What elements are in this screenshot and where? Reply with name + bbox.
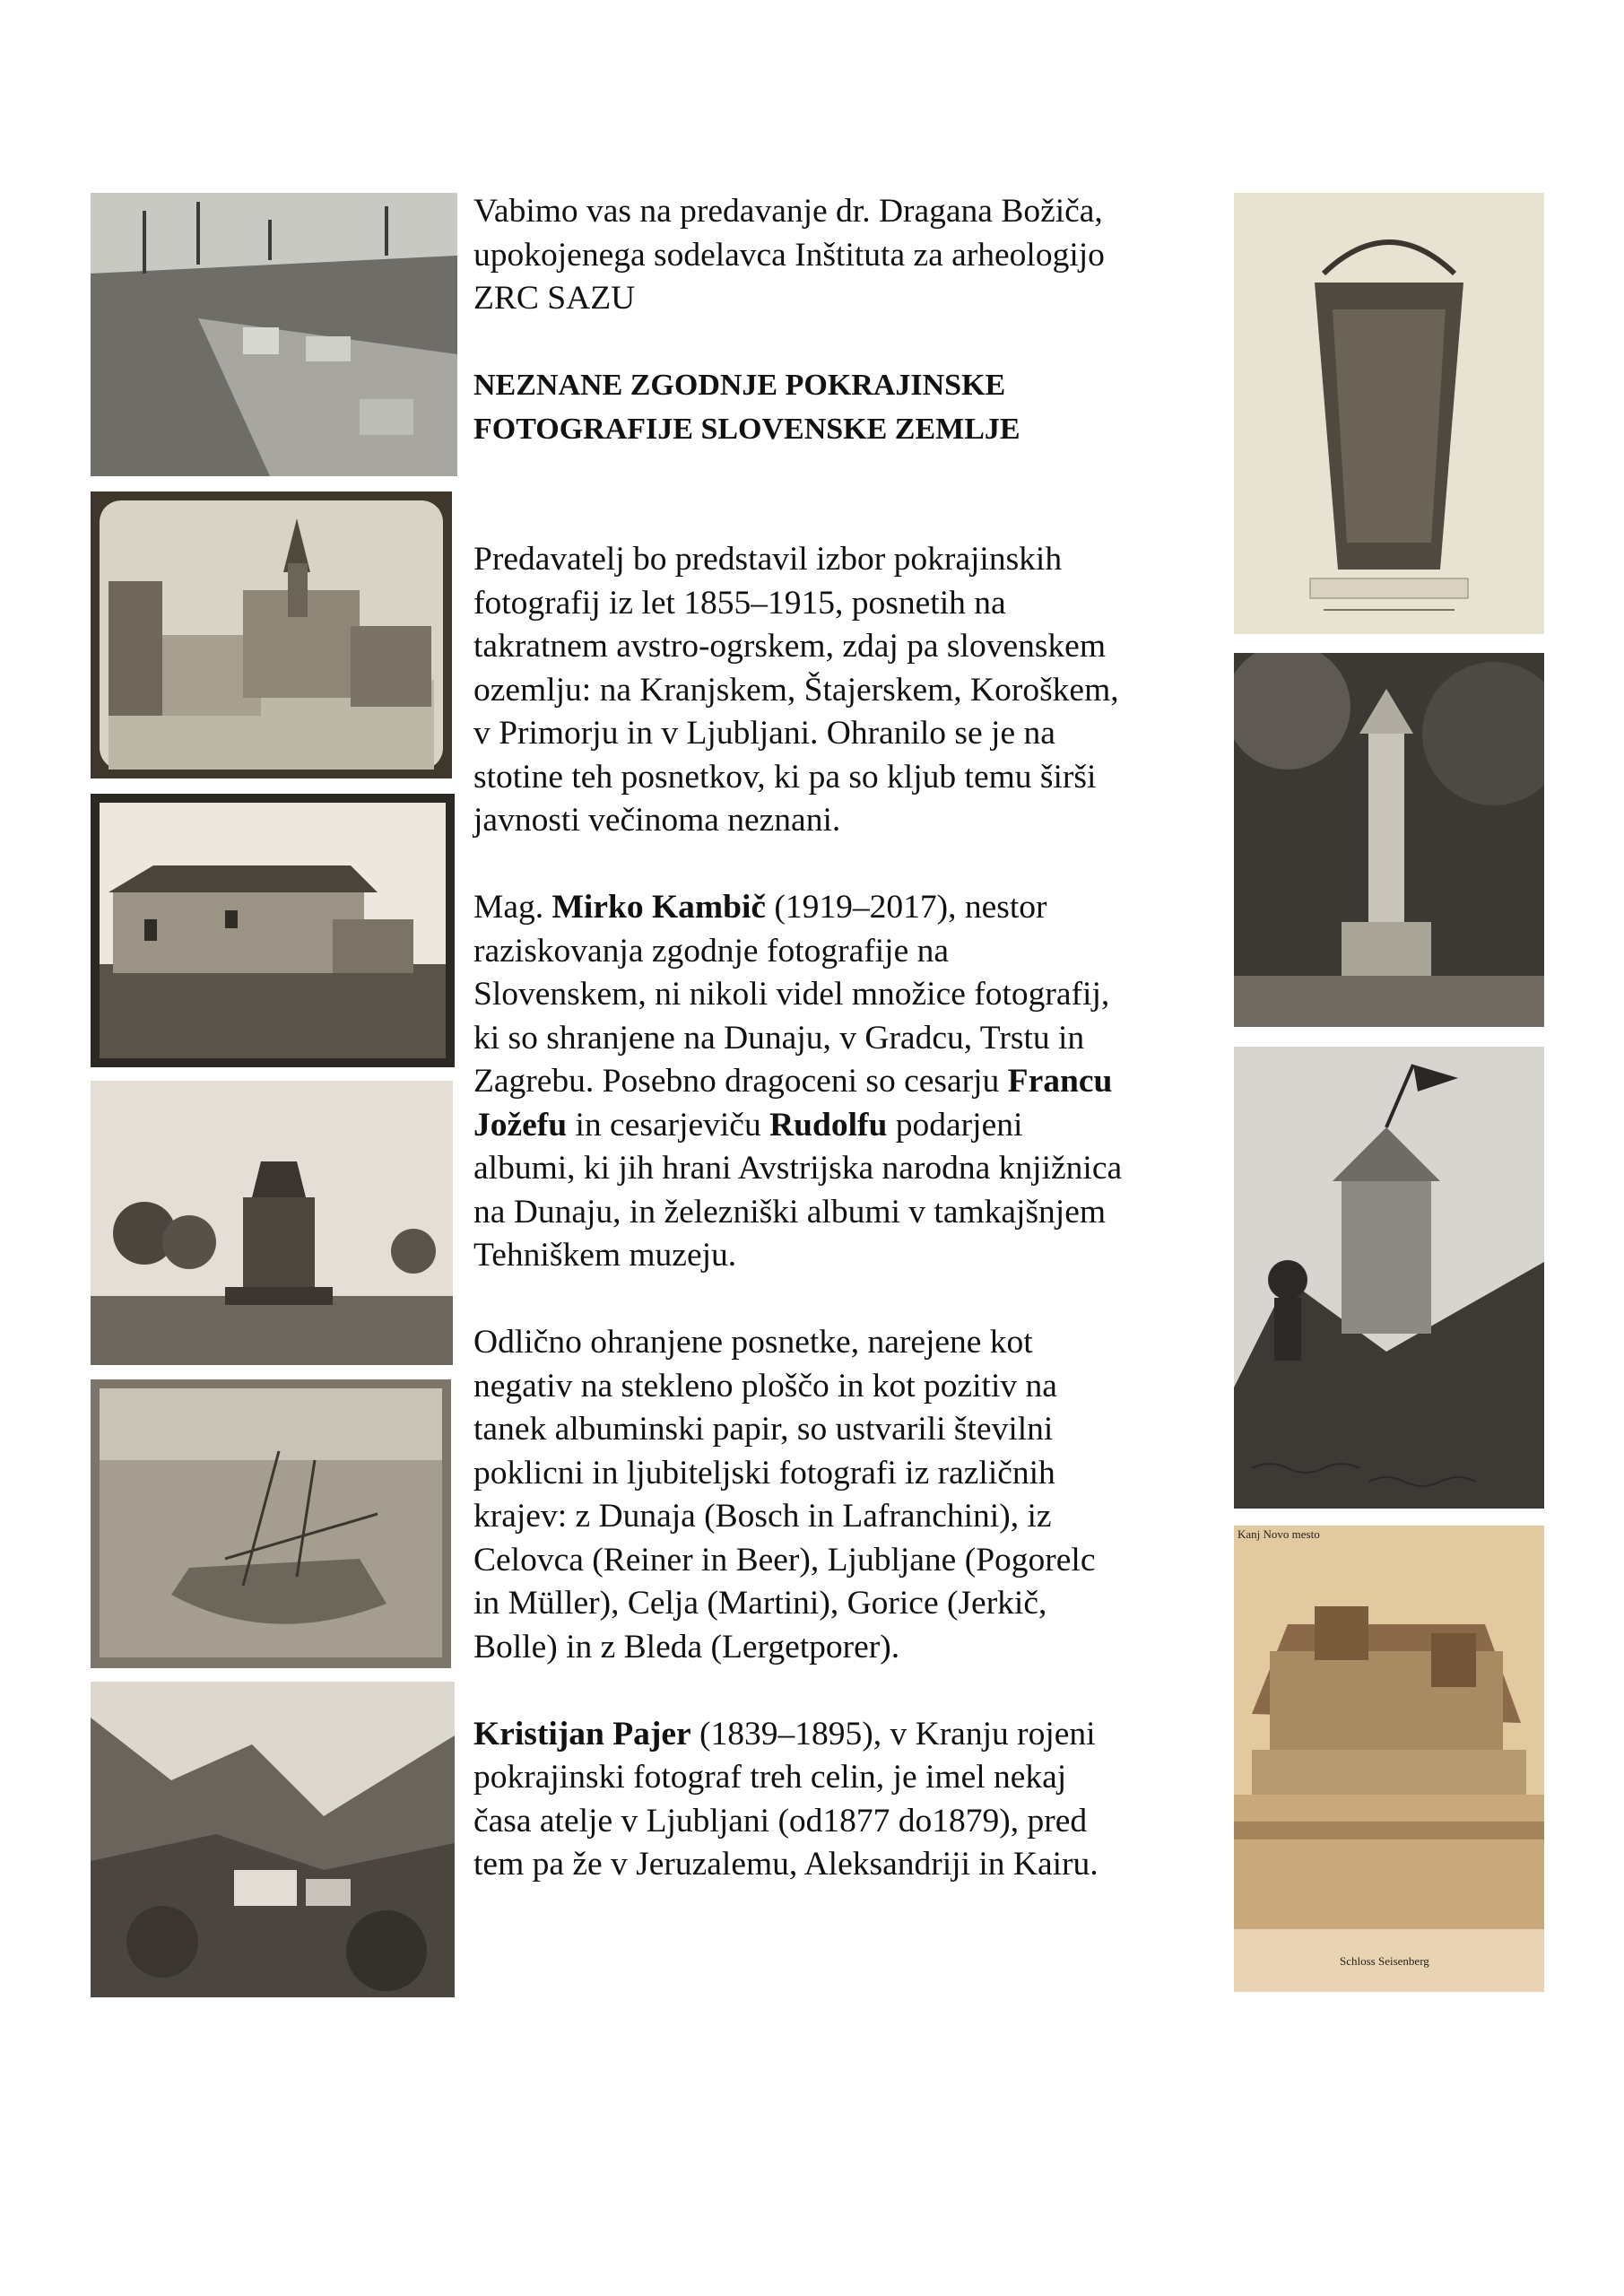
lecture-title-line-1: NEZNANE ZGODNJE POKRAJINSKE [473, 369, 1006, 402]
photo-boats-harbor [91, 1379, 451, 1668]
paragraph-pajer [473, 1713, 1218, 1887]
p2-line: Mag. Mirko Kambič (1919–2017), nestor [473, 889, 1047, 926]
p1-line: takratnem avstro-ogrskem, zdaj pa slovenskem [473, 628, 1106, 665]
p3-line: Bolle) in z Bleda (Lergetporer). [473, 1628, 900, 1665]
photo-old-house [91, 794, 455, 1067]
photo-church-square [91, 491, 452, 778]
p3-line: Celovca (Reiner in Beer), Ljubljane (Pogorelc [473, 1541, 1096, 1578]
p2-line: Zagrebu. Posebno dragoceni so cesarju Francu [473, 1063, 1113, 1100]
lecture-title-line-2: FOTOGRAFIJE SLOVENSKE ZEMLJE [473, 412, 1020, 446]
p2-line: albumi, ki jih hrani Avstrijska narodna knjižnica [473, 1150, 1123, 1187]
p2-line: raziskovanja zgodnje fotografije na [473, 932, 949, 970]
photo-excavation [91, 193, 457, 476]
paragraph-overview [473, 538, 1218, 843]
intro-line-1: Vabimo vas na predavanje dr. Dragana Božiča, [473, 193, 1103, 230]
photo-equestrian-monument [91, 1081, 453, 1365]
p1-line: v Primorju in v Ljubljani. Ohranilo se je na [473, 715, 1055, 752]
photo-glass-bucket [1234, 193, 1544, 634]
paragraph-kambic [473, 886, 1218, 1278]
postcard-bottom-caption: Schloss Seisenberg [1340, 1954, 1429, 1968]
p3-line: tanek albuminski papir, so ustvarili številni [473, 1411, 1054, 1448]
invitation-text [473, 190, 1218, 1887]
p4-line: Kristijan Pajer (1839–1895), v Kranju rojeni [473, 1715, 1096, 1752]
p4-line: tem pa že v Jeruzalemu, Aleksandriji in Kairu. [473, 1846, 1099, 1883]
p2-line: Jožefu in cesarjeviču Rudolfu podarjeni [473, 1106, 1023, 1144]
p3-line: in Müller), Celja (Martini), Gorice (Jerkič, [473, 1585, 1047, 1622]
p2-line: Slovenskem, ni nikoli videl množice fotografij, [473, 976, 1110, 1013]
postcard-top-caption: Kanj Novo mesto [1238, 1527, 1320, 1541]
intro-line-2: upokojenega sodelavca Inštituta za arheologijo [473, 236, 1105, 274]
photo-wayside-shrine [1234, 653, 1544, 1027]
p1-line: Predavatelj bo predstavil izbor pokrajinskih [473, 541, 1063, 578]
intro-line-3: ZRC SAZU [473, 280, 636, 317]
p1-line: javnosti večinoma neznani. [473, 802, 841, 839]
p1-line: ozemlju: na Kranjskem, Štajerskem, Koroškem, [473, 671, 1119, 709]
p4-line: pokrajinski fotograf treh celin, je imel nekaj [473, 1759, 1067, 1796]
p1-line: stotine teh posnetkov, ki pa so kljub temu širši [473, 758, 1097, 796]
photo-castle-postcard [1234, 1526, 1544, 1992]
p2-line: Tehniškem muzeju. [473, 1237, 737, 1274]
photo-mountain-summit [1234, 1047, 1544, 1509]
p3-line: Odlično ohranjene posnetke, narejene kot [473, 1324, 1033, 1361]
p3-line: poklicni in ljubiteljski fotografi iz različnih [473, 1454, 1055, 1492]
p3-line: negativ na stekleno ploščo in kot pozitiv na [473, 1367, 1057, 1405]
p2-line: ki so shranjene na Dunaju, v Gradcu, Trstu in [473, 1019, 1085, 1057]
p2-line: na Dunaju, in železniški albumi v tamkajšnjem [473, 1193, 1107, 1231]
p4-line: časa atelje v Ljubljani (od1877 do1879), pred [473, 1802, 1088, 1839]
p3-line: krajev: z Dunaja (Bosch in Lafranchini), iz [473, 1498, 1052, 1535]
paragraph-photographers [473, 1321, 1218, 1669]
p1-line: fotografij iz let 1855–1915, posnetih na [473, 584, 1006, 622]
photo-mountain-village [91, 1682, 455, 1997]
